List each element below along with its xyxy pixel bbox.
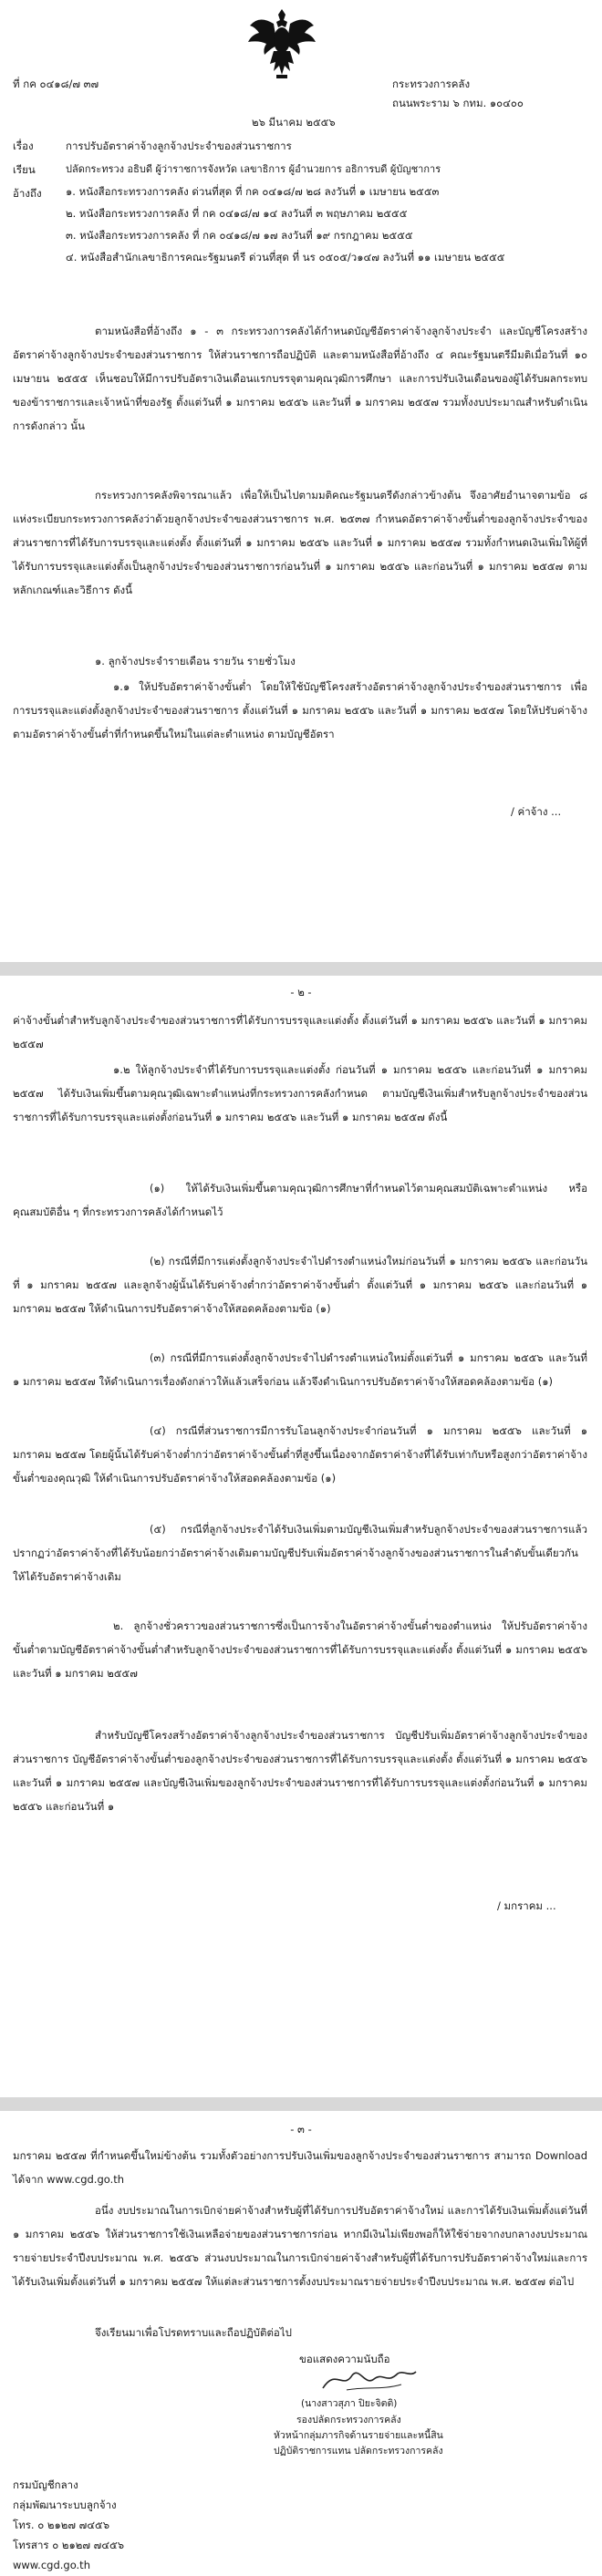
to-text: ปลัดกระทรวง อธิบดี ผู้ว่าราชการจังหวัด เลขาธิการ ผู้อำนวยการ อธิการบดี ผู้บัญชาการ <box>66 163 441 175</box>
doc-number: ที่ กค ๐๔๑๘/๗ ๓๗ <box>13 78 99 90</box>
ref-item: ๔. หนังสือสำนักเลขาธิการคณะรัฐมนตรี ด่วนที่สุด ที่ นร ๐๕๐๕/ว๑๔๗ ลงวันที่ ๑๑ เมษายน ๒๕๕๕ <box>66 251 505 264</box>
to-label: เรียน <box>13 163 36 176</box>
ministry-address: ถนนพระราม ๖ กทม. ๑๐๔๐๐ <box>392 97 524 109</box>
page-gap <box>0 962 602 976</box>
sub-item-2: (๒) กรณีที่มีการแต่งตั้งลูกจ้างประจำไปดำรงตำแหน่งใหม่ก่อนวันที่ ๑ มกราคม ๒๕๕๖ และก่อนวันที่ ๑ มกราคม ๒๕๕๗ และลูกจ้างผู้นั้นได้รับค่าจ้างต่ำกว่าอัตราค่าจ้างขั้นต่ำ ตั้งแต่วันที่ ๑ มกราคม ๒๕๕๖ และก่อนวันที่ ๑ มกราคม ๒๕๕๗ ให้ดำเนินการปรับอัตราค่าจ้างให้สอดคล้องตามข้อ (๑) <box>13 1255 587 1315</box>
page-gap <box>0 2097 602 2111</box>
body-paragraph-1: ตามหนังสือที่อ้างถึง ๑ - ๓ กระทรวงการคลังได้กำหนดบัญชีอัตราค่าจ้างลูกจ้างประจำ และบัญชีโครงสร้างอัตราค่าจ้างลูกจ้างประจำของส่วนราชการ ให้ส่วนราชการถือปฏิบัติ และตามหนังสือที่อ้างถึง ๔ คณะรัฐมนตรีมีมติเมื่อวันที่ ๑๐ เมษายน ๒๕๕๕ เห็นชอบให้มีการปรับอัตราเงินเดือนแรกบรรจุตามคุณวุฒิการศึกษา และการปรับเงินเดือนของผู้ได้รับผลกระทบของข้าราชการและเจ้าหน้าที่ของรัฐ ตั้งแต่วันที่ ๑ มกราคม ๒๕๕๖ และวันที่ ๑ มกราคม ๒๕๕๗ รวมทั้งงบประมาณสำหรับดำเนินการดังกล่าว นั้น <box>13 325 587 432</box>
fax: โทรสาร ๐ ๒๑๒๗ ๗๔๕๖ <box>13 2539 125 2551</box>
item-2: ๒. ลูกจ้างชั่วคราวของส่วนราชการซึ่งเป็นการจ้างในอัตราค่าจ้างขั้นต่ำของตำแหน่ง ให้ปรับอัตราค่าจ้างขั้นต่ำตามบัญชีอัตราค่าจ้างขั้นต่ำสำหรับลูกจ้างประจำของส่วนราชการที่ได้รับการบรรจุและแต่งตั้ง ตั้งแต่วันที่ ๑ มกราคม ๒๕๕๖ และวันที่ ๑ มกราคม ๒๕๕๗ <box>13 1619 587 1680</box>
closing-request: จึงเรียนมาเพื่อโปรดทราบและถือปฏิบัติต่อไป <box>95 2326 292 2339</box>
subject-text: การปรับอัตราค่าจ้างลูกจ้างประจำของส่วนราชการ <box>66 140 292 152</box>
website-link[interactable]: www.cgd.go.th <box>13 2559 90 2571</box>
page-number: - ๒ - <box>290 986 312 998</box>
closing-salutation: ขอแสดงความนับถือ <box>299 2353 390 2365</box>
sub-item-3: (๓) กรณีที่มีการแต่งตั้งลูกจ้างประจำไปดำรงตำแหน่งใหม่ตั้งแต่วันที่ ๑ มกราคม ๒๕๕๖ และวันที่ ๑ มกราคม ๒๕๕๗ ให้ดำเนินการเรื่องดังกล่าวให้แล้วเสร็จก่อน แล้วจึงดำเนินการปรับอัตราค่าจ้างให้สอดคล้องตามข้อ (๑) <box>13 1351 587 1388</box>
sub-item-5: (๕) กรณีที่ลูกจ้างประจำได้รับเงินเพิ่มตามบัญชีเงินเพิ่มสำหรับลูกจ้างประจำของส่วนราชการแล้ว ปรากฏว่าอัตราค่าจ้างที่ได้รับน้อยกว่าอัตราค่าจ้างเดิมตามบัญชีปรับเพิ่มอัตราค่าจ้างลูกจ้างของส่วนราชการในลำดับขั้นเดียวกัน ให้ได้รับอัตราค่าจ้างเดิม <box>13 1523 587 1583</box>
item-1-heading: ๑. ลูกจ้างประจำรายเดือน รายวัน รายชั่วโมง <box>95 655 296 667</box>
item-1-1: ๑.๑ ให้ปรับอัตราค่าจ้างขั้นต่ำ โดยให้ใช้บัญชีโครงสร้างอัตราค่าจ้างลูกจ้างประจำของส่วนราชการ เพื่อการบรรจุและแต่งตั้งลูกจ้างประจำของส่วนราชการ ตั้งแต่วันที่ ๑ มกราคม ๒๕๕๖ และวันที่ ๑ มกราคม ๒๕๕๗ โดยให้ปรับค่าจ้างตามอัตราค่าจ้างขั้นต่ำที่กำหนดขึ้นใหม่ในแต่ละตำแหน่ง ตามบัญชีอัตรา <box>13 680 587 740</box>
subject-label: เรื่อง <box>13 140 34 152</box>
ref-item: ๑. หนังสือกระทรวงการคลัง ด่วนที่สุด ที่ กค ๐๔๑๘/๗ ๒๘ ลงวันที่ ๑ เมษายน ๒๕๕๓ <box>66 185 440 198</box>
document-page-1 <box>0 0 602 962</box>
signer-position-1: รองปลัดกระทรวงการคลัง <box>296 2415 401 2426</box>
sub-item-4: (๔) กรณีที่ส่วนราชการมีการรับโอนลูกจ้างประจำก่อนวันที่ ๑ มกราคม ๒๕๕๖ และวันที่ ๑ มกราคม ๒๕๕๗ โดยผู้นั้นได้รับค่าจ้างต่ำกว่าอัตราค่าจ้างขั้นต่ำที่สูงขึ้นเนื่องจากอัตราค่าจ้างที่ได้รับเท่ากับหรือสูงกว่าอัตราค่าจ้างขั้นต่ำของคุณวุฒิ ให้ดำเนินการปรับอัตราค่าจ้างให้สอดคล้องตามข้อ (๑) <box>13 1424 587 1485</box>
ministry-name: กระทรวงการคลัง <box>392 78 471 90</box>
signer-name: (นางสาวสุภา ปิยะจิตติ) <box>301 2398 398 2409</box>
garuda-emblem-icon <box>246 5 317 82</box>
item-1-2: ๑.๒ ให้ลูกจ้างประจำที่ได้รับการบรรจุและแต่งตั้ง ก่อนวันที่ ๑ มกราคม ๒๕๕๖ และก่อนวันที่ ๑ มกราคม ๒๕๕๗ ได้รับเงินเพิ่มขึ้นตามคุณวุฒิเฉพาะตำแหน่งที่กระทรวงการคลังกำหนด ตามบัญชีเงินเพิ่มสำหรับลูกจ้างประจำของส่วนราชการที่ได้รับการบรรจุและแต่งตั้งก่อนวันที่ ๑ มกราคม ๒๕๕๖ และวันที่ ๑ มกราคม ๒๕๕๗ ดังนี้ <box>13 1063 587 1123</box>
sub-item-1: (๑) ให้ได้รับเงินเพิ่มขึ้นตามคุณวุฒิการศึกษาที่กำหนดไว้ตามคุณสมบัติเฉพาะตำแหน่ง หรือคุณสมบัติอื่น ๆ ที่กระทรวงการคลังได้กำหนดไว้ <box>13 1182 587 1218</box>
page-number: - ๓ - <box>290 2123 312 2136</box>
body-paragraph: ค่าจ้างขั้นต่ำสำหรับลูกจ้างประจำของส่วนราชการที่ได้รับการบรรจุและแต่งตั้ง ตั้งแต่วันที่ ๑ มกราคม ๒๕๕๖ และวันที่ ๑ มกราคม ๒๕๕๗ <box>13 1014 587 1050</box>
division-name: กลุ่มพัฒนาระบบลูกจ้าง <box>13 2498 117 2511</box>
office-name: กรมบัญชีกลาง <box>13 2478 78 2491</box>
refs-list <box>66 181 586 268</box>
continue-marker: / ค่าจ้าง ... <box>511 805 562 818</box>
body-paragraph-b: สำหรับบัญชีโครงสร้างอัตราค่าจ้างลูกจ้างประจำของส่วนราชการ บัญชีปรับเพิ่มอัตราค่าจ้างลูกจ้างประจำของส่วนราชการ บัญชีอัตราค่าจ้างขั้นต่ำของลูกจ้างประจำของส่วนราชการที่ได้รับการบรรจุและแต่งตั้ง ตั้งแต่วันที่ ๑ มกราคม ๒๕๕๖ และวันที่ ๑ มกราคม ๒๕๕๗ และบัญชีเงินเพิ่มของลูกจ้างประจำของส่วนราชการที่ได้รับการบรรจุและแต่งตั้งก่อนวันที่ ๑ มกราคม ๒๕๕๖ และก่อนวันที่ ๑ <box>13 1729 587 1813</box>
budget-paragraph: อนึ่ง งบประมาณในการเบิกจ่ายค่าจ้างสำหรับผู้ที่ได้รับการปรับอัตราค่าจ้างใหม่ และการได้รับเงินเพิ่มตั้งแต่วันที่ ๑ มกราคม ๒๕๕๖ ให้ส่วนราชการใช้เงินเหลือจ่ายของส่วนราชการก่อน หากมีเงินไม่เพียงพอก็ให้ใช้จ่ายจากงบกลางงบประมาณรายจ่ายประจำปีงบประมาณ พ.ศ. ๒๕๕๖ ส่วนงบประมาณในการเบิกจ่ายค่าจ้างสำหรับผู้ที่ได้รับการปรับอัตราค่าจ้างใหม่และการได้รับเงินเพิ่มตั้งแต่วันที่ ๑ มกราคม ๒๕๕๗ ให้แต่ละส่วนราชการตั้งงบประมาณรายจ่ายประจำปีงบประมาณ พ.ศ. ๒๕๕๗ ต่อไป <box>13 2204 587 2288</box>
ref-item: ๒. หนังสือกระทรวงการคลัง ที่ กค ๐๔๑๘/๗ ๑๔ ลงวันที่ ๓ พฤษภาคม ๒๕๕๕ <box>66 207 408 220</box>
refs-label: อ้างถึง <box>13 187 42 200</box>
body-paragraph: มกราคม ๒๕๕๗ ที่กำหนดขึ้นใหม่ข้างต้น รวมทั้งตัวอย่างการปรับเงินเพิ่มของลูกจ้างประจำของส่วนราชการ สามารถ Download ได้จาก www.cgd.go.th <box>13 2149 587 2186</box>
signer-position-3: ปฏิบัติราชการแทน ปลัดกระทรวงการคลัง <box>274 2446 443 2457</box>
ref-item: ๓. หนังสือกระทรวงการคลัง ที่ กค ๐๔๑๘/๗ ๑๗ ลงวันที่ ๑๙ กรกฎาคม ๒๕๕๕ <box>66 229 413 242</box>
telephone: โทร. ๐ ๒๑๒๗ ๗๔๕๖ <box>13 2519 110 2531</box>
body-paragraph-2: กระทรวงการคลังพิจารณาแล้ว เพื่อให้เป็นไปตามมติคณะรัฐมนตรีดังกล่าวข้างต้น จึงอาศัยอำนาจตามข้อ ๘ แห่งระเบียบกระทรวงการคลังว่าด้วยลูกจ้างประจำของส่วนราชการ พ.ศ. ๒๕๓๗ กำหนดอัตราค่าจ้างขั้นต่ำของลูกจ้างประจำของส่วนราชการที่ได้รับการบรรจุและแต่งตั้ง ตั้งแต่วันที่ ๑ มกราคม ๒๕๕๖ และวันที่ ๑ มกราคม ๒๕๕๗ รวมทั้งกำหนดเงินเพิ่มให้ผู้ที่ได้รับการบรรจุและแต่งตั้งเป็นลูกจ้างประจำของส่วนราชการก่อนวันที่ ๑ มกราคม ๒๕๕๖ และก่อนวันที่ ๑ มกราคม ๒๕๕๗ ตามหลักเกณฑ์และวิธีการ ดังนี้ <box>13 489 587 596</box>
document-page-3 <box>0 2111 602 2576</box>
signer-position-2: หัวหน้ากลุ่มภารกิจด้านรายจ่ายและหนี้สิน <box>274 2430 443 2441</box>
signature-icon <box>319 2363 420 2395</box>
continue-marker: / มกราคม ... <box>497 1899 556 1912</box>
doc-date: ๒๖ มีนาคม ๒๕๕๖ <box>252 116 336 129</box>
document-page-2 <box>0 976 602 2097</box>
